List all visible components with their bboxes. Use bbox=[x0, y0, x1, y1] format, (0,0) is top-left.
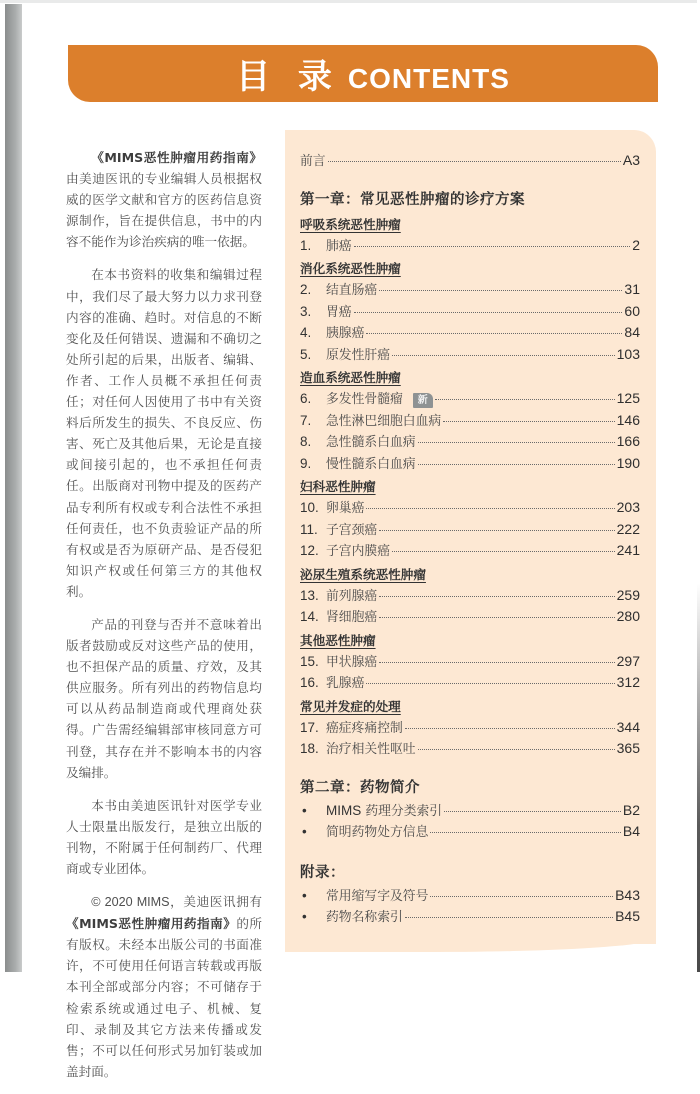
toc-entry-number: 10. bbox=[300, 500, 319, 515]
dot-leader bbox=[444, 811, 621, 812]
toc-entry-label: 简明药物处方信息 bbox=[326, 825, 429, 840]
toc-entry-page: 203 bbox=[616, 499, 640, 515]
section-heading: 呼吸系统恶性肿瘤 bbox=[300, 216, 401, 232]
toc-entry-page: B2 bbox=[622, 801, 640, 818]
toc-entry[interactable] bbox=[300, 651, 640, 673]
disclaimer-paragraph-2: 在本书资料的收集和编辑过程中，我们尽了最大努力以力求刊登内容的准确、趋时。对信息的不断变化及任何错误、遗漏和不确切之处所引起的后果，出版者、编辑、作者、工作人员概不承担任何责任；对任何人因使用了书中有关资料后所发生的损失、不良反应、伤害、死亡及其他后果，无论是直接或间接引起的，也不承担任何责任。出版商对刊物中提及的医药产品专利所有权或专利合法性不承担任何责任，也不负责验证产品的所有权或是否为原研产品、是否侵犯知识产权或任何第三方的其他权利。 bbox=[66, 267, 262, 599]
toc-entry-number: 13. bbox=[300, 587, 319, 603]
toc-entry-label: 慢性髓系白血病 bbox=[326, 456, 416, 472]
chapter-heading-1: 第一章：常见恶性肿瘤的诊疗方案 bbox=[300, 191, 525, 208]
toc-entry-label: 肾细胞癌 bbox=[326, 610, 378, 625]
dot-leader bbox=[435, 399, 615, 400]
chapter-heading-2: 第二章：药物简介 bbox=[300, 779, 420, 796]
page-title bbox=[236, 49, 510, 98]
toc-entry-label: 癌症疼痛控制 bbox=[326, 720, 403, 736]
toc-entry-label: 子宫内膜癌 bbox=[326, 544, 390, 559]
toc-entry-label: 结直肠癌 bbox=[326, 283, 378, 298]
toc-entry-label: 药物名称索引 bbox=[326, 910, 403, 925]
toc-entry[interactable] bbox=[300, 906, 640, 928]
toc-entry-number: 14. bbox=[300, 609, 319, 624]
toc-entry[interactable] bbox=[300, 738, 640, 760]
toc-entry-page: 259 bbox=[616, 586, 640, 603]
toc-entry-preface[interactable] bbox=[300, 150, 640, 172]
dot-leader bbox=[366, 508, 614, 509]
section-heading: 造血系统恶性肿瘤 bbox=[300, 370, 401, 385]
toc-entry[interactable] bbox=[300, 235, 640, 257]
dot-leader bbox=[379, 290, 622, 291]
toc-entry-page: 312 bbox=[616, 674, 640, 690]
copyright-text: 美迪医讯拥有 bbox=[183, 894, 262, 910]
toc-entry-number: 18. bbox=[300, 741, 319, 756]
section-heading: 消化系统恶性肿瘤 bbox=[300, 261, 401, 276]
dot-leader bbox=[379, 617, 614, 618]
toc-entry-label: 急性淋巴细胞白血病 bbox=[326, 413, 442, 429]
disclaimer-column bbox=[66, 147, 262, 1094]
toc-entry-label: 急性髓系白血病 bbox=[326, 435, 416, 450]
toc-entry-page: B4 bbox=[622, 823, 640, 839]
dot-leader bbox=[418, 749, 615, 750]
bullet-icon: • bbox=[302, 802, 307, 818]
toc-entry[interactable] bbox=[300, 431, 640, 453]
dot-leader bbox=[379, 596, 614, 597]
book-title: 《MIMS恶性肿瘤用药指南》 bbox=[91, 150, 262, 165]
toc-entry-number: 12. bbox=[300, 543, 319, 558]
toc-entry-label: 子宫颈癌 bbox=[326, 522, 378, 538]
bullet-icon: • bbox=[302, 824, 307, 839]
toc-entry-label: 多发性骨髓瘤 bbox=[326, 392, 403, 407]
toc-entry-number: 16. bbox=[300, 675, 319, 690]
dot-leader bbox=[418, 464, 615, 465]
toc-entry[interactable] bbox=[300, 322, 640, 344]
book-title: 《MIMS恶性肿瘤用药指南》 bbox=[66, 916, 237, 932]
toc-entry[interactable] bbox=[300, 410, 640, 432]
copyright-notice: © 2020 MIMS， bbox=[91, 895, 184, 910]
dot-leader bbox=[328, 161, 621, 162]
toc-entry-page: 280 bbox=[616, 608, 640, 624]
toc-entry-label: 甲状腺癌 bbox=[326, 654, 378, 670]
toc-entry-label: 前列腺癌 bbox=[326, 588, 378, 604]
dot-leader bbox=[354, 312, 623, 313]
disclaimer-paragraph-4: 本书由美迪医讯针对医学专业人士限量出版发行，是独立出版的刊物，不附属于任何制药厂、代理商或专业团体。 bbox=[66, 797, 262, 876]
toc-entry[interactable] bbox=[300, 821, 640, 843]
toc-entry-page: A3 bbox=[622, 152, 640, 168]
dot-leader bbox=[430, 832, 621, 833]
toc-entry-page: 297 bbox=[616, 652, 640, 669]
toc-entry-label: 肺癌 bbox=[326, 238, 352, 254]
dot-leader bbox=[366, 333, 622, 334]
toc-entry-number: 1. bbox=[300, 237, 312, 253]
toc-entry-number: 11. bbox=[300, 521, 318, 537]
dot-leader bbox=[366, 683, 614, 684]
toc-entry[interactable] bbox=[300, 717, 640, 739]
toc-entry[interactable] bbox=[300, 606, 640, 628]
toc-entry[interactable] bbox=[300, 519, 640, 541]
dot-leader bbox=[354, 246, 631, 247]
dot-leader bbox=[443, 421, 614, 422]
toc-entry-page: B43 bbox=[615, 886, 640, 903]
toc-entry-page: 166 bbox=[616, 433, 640, 449]
toc-entry-number: 3. bbox=[300, 303, 312, 319]
toc-entry-label: 乳腺癌 bbox=[326, 676, 365, 691]
toc-entry-page: 190 bbox=[616, 454, 640, 471]
toc-entry-number: 8. bbox=[300, 434, 312, 449]
toc-entry[interactable] bbox=[300, 453, 640, 475]
section-heading: 常见并发症的处理 bbox=[300, 698, 401, 714]
toc-entry-page: 344 bbox=[616, 718, 640, 735]
toc-entry-label: 前言 bbox=[300, 154, 326, 169]
toc-entry-label: 常用缩写字及符号 bbox=[326, 888, 429, 904]
toc-entry-page: 103 bbox=[616, 345, 640, 362]
page-top-edge bbox=[0, 0, 700, 3]
page-title-cn: 目 录 bbox=[236, 57, 340, 97]
section-heading: 泌尿生殖系统恶性肿瘤 bbox=[300, 566, 426, 582]
toc-entry[interactable] bbox=[300, 672, 640, 694]
section-heading: 其他恶性肿瘤 bbox=[300, 632, 376, 648]
toc-entry-page: 146 bbox=[616, 411, 640, 428]
toc-entry-page: 31 bbox=[624, 281, 640, 297]
toc-entry[interactable] bbox=[300, 344, 640, 366]
toc-entry[interactable] bbox=[300, 301, 640, 323]
toc-entry[interactable] bbox=[300, 388, 640, 410]
toc-entry-page: 241 bbox=[616, 542, 640, 558]
toc-entry[interactable] bbox=[300, 800, 640, 822]
disclaimer-paragraph-1 bbox=[66, 147, 262, 252]
disclaimer-text: 由美迪医讯的专业编辑人员根据权威的医学文献和官方的医药信息资源制作，旨在提供信息，书中的内容不能作为诊治疾病的唯一依据。 bbox=[66, 171, 262, 250]
toc-entry-page: 365 bbox=[616, 740, 640, 756]
toc-entry-label: 卵巢癌 bbox=[326, 501, 365, 516]
toc-entry-page: 2 bbox=[632, 236, 640, 253]
bullet-icon: • bbox=[302, 909, 307, 924]
toc-entry[interactable] bbox=[300, 497, 640, 519]
table-of-contents bbox=[300, 150, 640, 928]
contents-banner bbox=[68, 45, 658, 102]
toc-entry-number: 15. bbox=[300, 653, 319, 669]
toc-entry-label-text: 药理分类索引 bbox=[361, 803, 443, 819]
appendix-heading: 附录： bbox=[300, 864, 345, 881]
toc-entry-page: 60 bbox=[624, 302, 640, 319]
toc-entry-label bbox=[326, 800, 442, 819]
toc-entry-number: 9. bbox=[300, 455, 312, 471]
section-heading: 妇科恶性肿瘤 bbox=[300, 479, 376, 494]
dot-leader bbox=[392, 355, 615, 356]
dot-leader bbox=[405, 728, 615, 729]
dot-leader bbox=[392, 551, 615, 552]
dot-leader bbox=[405, 917, 613, 918]
disclaimer-paragraph-3: 产品的刊登与否并不意味着出版者鼓励或反对这些产品的使用，也不担保产品的质量、疗效，及其供应服务。所有列出的药物信息均可以从药品制造商或代理商处获得。广告需经编辑部审核同意方可刊登，其存在并不影响本书的内容及编排。 bbox=[66, 616, 262, 780]
page-title-en: CONTENTS bbox=[347, 63, 510, 94]
bullet-icon: • bbox=[302, 887, 307, 903]
toc-entry-label-latin: MIMS bbox=[326, 802, 362, 818]
toc-entry-number: 7. bbox=[300, 412, 312, 428]
toc-entry-label: 胃癌 bbox=[326, 304, 352, 320]
dot-leader bbox=[430, 896, 613, 897]
toc-entry-number: 17. bbox=[300, 719, 319, 735]
dot-leader bbox=[379, 530, 614, 531]
toc-entry-page: B45 bbox=[615, 908, 640, 924]
toc-entry-number: 5. bbox=[300, 346, 312, 362]
toc-entry-number: 2. bbox=[300, 282, 312, 297]
copyright-text: 的所有版权。未经本出版公司的书面准许，不可使用任何语言转载或再版本刊全部或部分内容；不可储存于检索系统或通过电子、机械、复印、录制及其它方法来传播或发售；不可以任何形式另加钉装或加盖封面。 bbox=[66, 916, 263, 1079]
toc-entry-number: 6. bbox=[300, 391, 312, 406]
toc-entry-page: 222 bbox=[616, 520, 640, 537]
copyright-paragraph bbox=[66, 891, 262, 1082]
toc-entry-number: 4. bbox=[300, 325, 312, 340]
toc-entry-label: 治疗相关性呕吐 bbox=[326, 742, 416, 757]
toc-entry[interactable] bbox=[300, 885, 640, 907]
toc-entry[interactable] bbox=[300, 540, 640, 562]
toc-entry-label: 胰腺癌 bbox=[326, 326, 365, 341]
dot-leader bbox=[418, 442, 615, 443]
toc-entry-page: 125 bbox=[616, 390, 640, 406]
toc-entry-page: 84 bbox=[624, 324, 640, 340]
toc-entry[interactable] bbox=[300, 279, 640, 301]
toc-entry[interactable] bbox=[300, 585, 640, 607]
book-spine-strip bbox=[5, 4, 22, 972]
new-badge: 新 bbox=[413, 393, 433, 408]
dot-leader bbox=[379, 662, 614, 663]
toc-entry-label: 原发性肝癌 bbox=[326, 347, 390, 363]
